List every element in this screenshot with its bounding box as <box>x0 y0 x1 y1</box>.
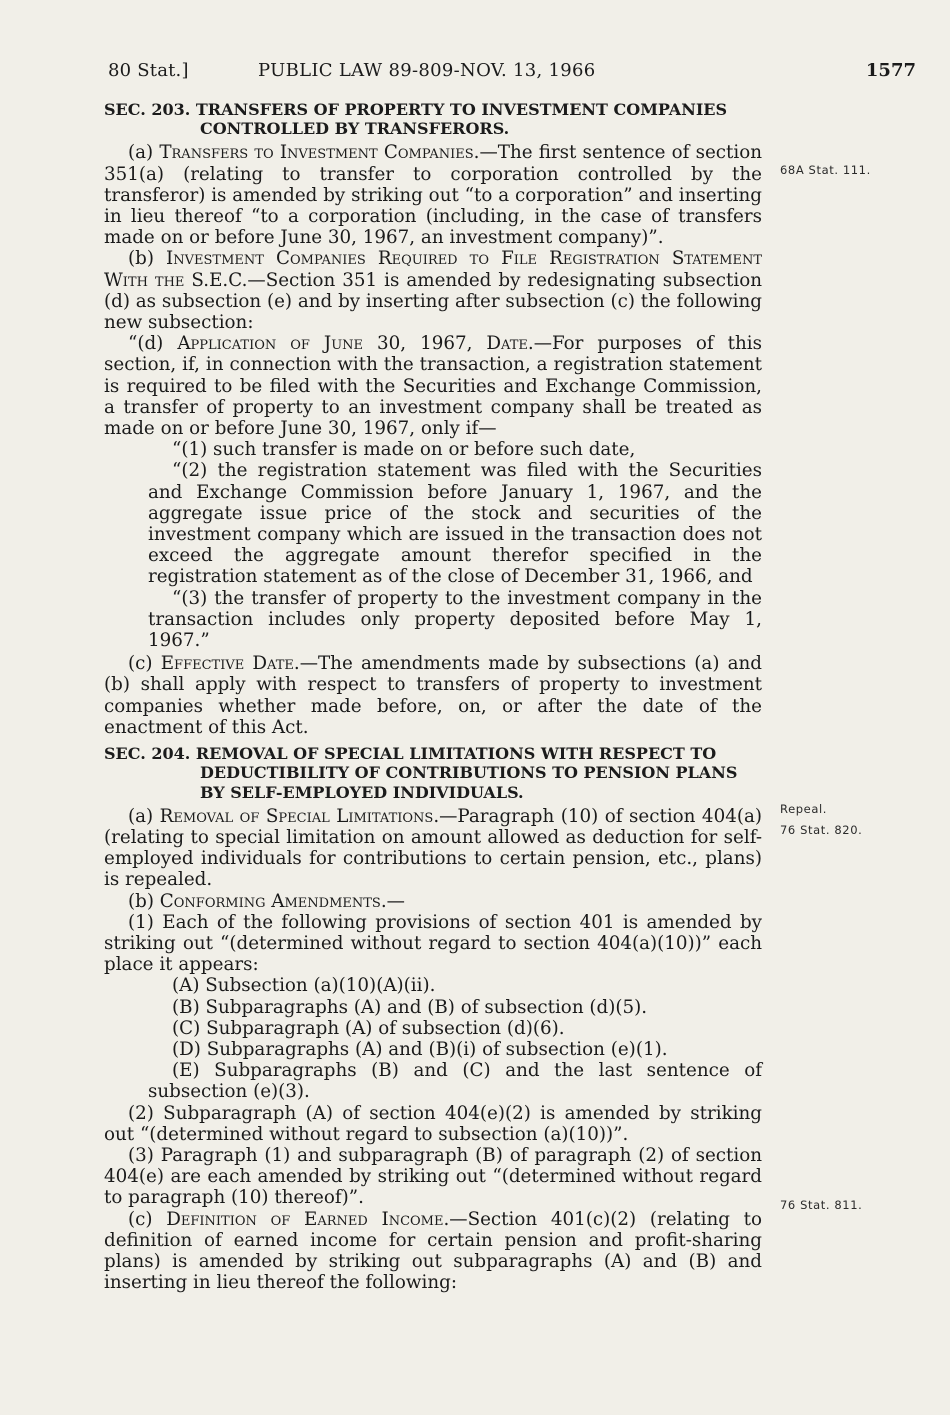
paragraph-b1: (1) Each of the following provisions of section 401 is amended by striking out “(determined without regard to section 404(a)(10))” each place it appears: <box>104 911 762 976</box>
paragraph-b3: (3) Paragraph (1) and subparagraph (B) of paragraph (2) of section 404(e) are each amended by striking out “(determined without regard to paragraph (10) thereof)”. <box>104 1144 762 1209</box>
paragraph-b2: (2) Subparagraph (A) of section 404(e)(2) is amended by striking out “(determined without regard to subsection (a)(10))”. <box>104 1102 762 1145</box>
section-204-heading: SEC. 204. REMOVAL OF SPECIAL LIMITATIONS WITH RESPECT TO DEDUCTIBILITY OF CONTRIBUTIONS TO PENSION PLANS BY SELF-EMPLOYED INDIVIDUALS. <box>104 744 738 802</box>
section-203-subsection-b: (b) Investment Companies Required to File Registration Statement With the S.E.C.—Section 351 is amended by redesignating subsection (d) as subsection (e) and by inserting after subsection (c) the following new subsection: <box>104 248 763 334</box>
section-203-subsection-c: (c) Effective Date.—The amendments made by subsections (a) and (b) shall apply with respect to transfers of property to investment companies whether made before, on, or after the date of the enactment of this Act. <box>104 653 763 738</box>
subsection-title: Application of June 30, 1967, Date. <box>177 333 534 355</box>
margin-note-76-stat-820: 76 Stat. 820. <box>780 823 863 837</box>
section-204-subsection-c: (c) Definition of Earned Income.—Section 401(c)(2) (relating to definition of earned income for certain pension and profit-sharing plans) is amended by striking out subparagraphs (A) and (B) and inserting in lieu thereof the following: <box>104 1208 762 1294</box>
margin-note-repeal: Repeal. <box>780 802 828 816</box>
subparagraph-D: (D) Subparagraphs (A) and (B)(i) of subsection (e)(1). <box>172 1038 668 1060</box>
section-204-subsection-b: (b) Conforming Amendments.— <box>128 890 405 912</box>
section-203-new-subsection-d: “(d) Application of June 30, 1967, Date.—For purposes of this section, if, in connection with the transaction, a registration statement is required to be filed with the Securities and Exchange Commission, a transfer of property to an investment company shall be treated as made on or before June 30, 1967, only if— <box>104 333 762 440</box>
paragraph-d2: “(2) the registration statement was filed with the Securities and Exchange Commission before January 1, 1967, and the aggregate issue price of the stock and securities of the investment company which are issued in the transaction does not exceed the aggregate amount therefor specified in the registration statement as of the close of December 31, 1966, and <box>148 460 762 588</box>
section-204-subsection-a: (a) Removal of Special Limitations.—Paragraph (10) of section 404(a) (relating to special limitation on amount allowed as deduction for self-employed individuals for contributions to certain pension, etc., plans) is repealed. <box>104 805 762 891</box>
subparagraph-A: (A) Subsection (a)(10)(A)(ii). <box>172 975 436 997</box>
main-text-column <box>104 100 762 1293</box>
subsection-title: Conforming Amendments. <box>159 890 387 912</box>
margin-note-68a-stat-111: 68A Stat. 111. <box>780 163 871 177</box>
subsection-title: Investment Companies Required to File Registration Statement With the S.E.C. <box>104 248 762 291</box>
header-page-number: 1577 <box>865 60 916 81</box>
subsection-title: Effective Date. <box>160 653 300 675</box>
subparagraph-B: (B) Subparagraphs (A) and (B) of subsection (d)(5). <box>172 996 648 1018</box>
subparagraph-E: (E) Subparagraphs (B) and (C) and the last sentence of subsection (e)(3). <box>148 1060 762 1103</box>
paragraph-d1: “(1) such transfer is made on or before such date, <box>172 439 636 461</box>
section-203-subsection-a: (a) Transfers to Investment Companies.—The first sentence of section 351(a) (relating to transfer to corporation controlled by the transferor) is amended by striking out “to a corporation” and inserting in lieu thereof “to a corporation (including, in the case of transfers made on or before June 30, 1967, an investment company)”. <box>104 142 762 249</box>
section-203-heading-line2: CONTROLLED BY TRANSFERORS. <box>200 119 510 139</box>
paragraph-d3: “(3) the transfer of property to the investment company in the transaction includes only property deposited before May 1, 1967.” <box>148 587 762 652</box>
header-law-title: PUBLIC LAW 89-809-NOV. 13, 1966 <box>258 60 596 81</box>
subsection-title: Removal of Special Limitations. <box>159 805 440 827</box>
margin-note-76-stat-811: 76 Stat. 811. <box>780 1198 863 1212</box>
subsection-title: Transfers to Investment Companies. <box>159 142 480 164</box>
running-header <box>108 58 916 84</box>
section-203-heading-line1: SEC. 203. TRANSFERS OF PROPERTY TO INVESTMENT COMPANIES <box>104 100 728 119</box>
section-203-heading <box>104 100 762 138</box>
subsection-title: Definition of Earned Income. <box>166 1208 450 1230</box>
subparagraph-C: (C) Subparagraph (A) of subsection (d)(6). <box>172 1017 565 1039</box>
header-volume-ref: 80 Stat.] <box>108 60 189 81</box>
